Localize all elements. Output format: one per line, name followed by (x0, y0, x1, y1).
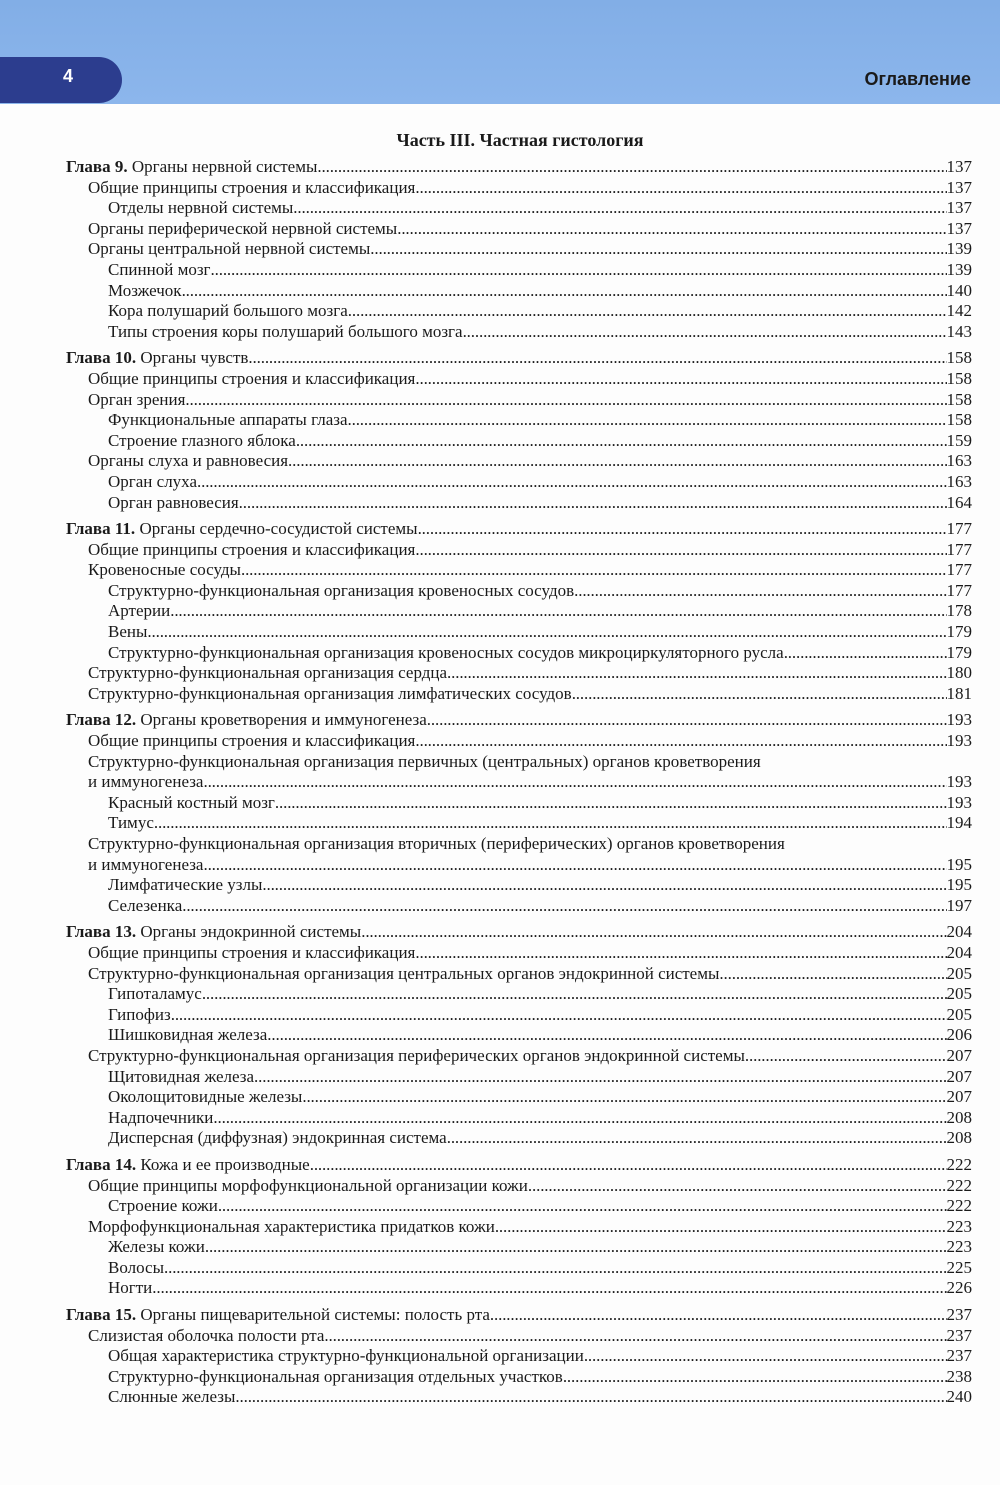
entry-title: Гипофиз (108, 1004, 171, 1024)
page-ref: 238 (946, 1366, 972, 1386)
part-title: Часть III. Частная гистология (396, 130, 644, 150)
page-ref: 177 (946, 580, 972, 600)
page-ref: 137 (946, 157, 972, 176)
page-ref: 193 (946, 731, 972, 751)
dot-leader (563, 1367, 947, 1388)
chapter-title: Глава 11. Органы сердечно-сосудистой системы (66, 519, 418, 539)
chapter-entry (66, 348, 972, 369)
chapter-entry (66, 519, 972, 540)
dot-leader (213, 1108, 946, 1129)
toc-entry (108, 1005, 972, 1026)
dot-leader (528, 1176, 947, 1197)
page-number-tab (0, 57, 122, 103)
page-ref: 204 (946, 942, 972, 962)
page-ref: 137 (946, 198, 972, 218)
page-ref: 193 (946, 710, 972, 730)
page-ref: 137 (946, 177, 972, 197)
entry-title: Органы периферической нервной системы (88, 218, 398, 238)
dot-leader (293, 198, 946, 219)
entry-title: Структурно-функциональная организация вторичных (периферических) органов кроветворения (88, 834, 785, 853)
chapter-label: Глава 12. (66, 710, 137, 730)
toc-entry (88, 451, 972, 472)
page-ref: 163 (946, 471, 972, 491)
dot-leader (348, 410, 947, 431)
toc-entry (88, 178, 972, 199)
entry-title: Структурно-функциональная организация первичных (центральных) органов кроветворения (88, 751, 761, 771)
entry-title: Вены (108, 622, 148, 642)
entry-title: Орган слуха (108, 471, 197, 491)
running-title: Оглавление (864, 69, 971, 89)
chapter-entry (66, 922, 972, 943)
entry-title: Железы кожи (108, 1237, 205, 1257)
dot-leader (239, 493, 947, 514)
entry-title: Общая характеристика структурно-функциональной организации (108, 1346, 584, 1366)
page-ref: 142 (946, 301, 972, 321)
entry-title: Селезенка (108, 895, 183, 915)
table-of-contents (0, 157, 1000, 1414)
page-ref: 205 (946, 984, 972, 1004)
toc-entry (108, 1025, 972, 1046)
toc-entry (108, 1108, 972, 1129)
dot-leader (572, 684, 947, 705)
chapter-entry (66, 1305, 972, 1326)
page-ref: 195 (946, 854, 972, 874)
page-ref: 178 (946, 601, 972, 621)
entry-title: Структурно-функциональная организация отдельных участков (108, 1366, 563, 1386)
chapter-block (0, 519, 1000, 704)
dot-leader (197, 472, 947, 493)
dot-leader (719, 964, 946, 985)
dot-leader (310, 1155, 947, 1176)
toc-entry (108, 643, 972, 664)
dot-leader (211, 260, 947, 281)
page-ref: 195 (946, 875, 972, 895)
chapter-title: Глава 10. Органы чувств (66, 348, 249, 368)
page-ref: 158 (946, 348, 972, 368)
toc-entry (88, 684, 972, 705)
page-ref: 197 (946, 895, 972, 915)
toc-entry (108, 281, 972, 302)
dot-leader (370, 239, 946, 260)
dot-leader (203, 772, 946, 793)
page-ref: 177 (946, 560, 972, 580)
dot-leader (235, 1387, 946, 1408)
chapter-label: Глава 11. (66, 519, 136, 539)
toc-entry (88, 663, 972, 684)
chapter-title: Глава 14. Кожа и ее производные (66, 1154, 310, 1174)
page-ref: 177 (946, 519, 972, 539)
entry-title: Структурно-функциональная организация сердца (88, 663, 448, 683)
dot-leader (218, 1196, 947, 1217)
toc-entry (108, 322, 972, 343)
entry-title: Общие принципы строения и классификация (88, 942, 416, 962)
entry-title: Строение глазного яблока (108, 430, 296, 450)
dot-leader (415, 943, 946, 964)
toc-entry (88, 560, 972, 581)
page-ref: 158 (946, 389, 972, 409)
toc-entry (108, 896, 972, 917)
dot-leader (254, 1067, 946, 1088)
chapter-label: Глава 9. (66, 157, 128, 176)
entry-title: Отделы нервной системы (108, 198, 294, 218)
chapter-title: Глава 9. Органы нервной системы (66, 157, 318, 176)
dot-leader (248, 348, 946, 369)
entry-title: Дисперсная (диффузная) эндокринная система (108, 1128, 447, 1148)
toc-entry (108, 260, 972, 281)
entry-title: Волосы (108, 1257, 164, 1277)
dot-leader (784, 643, 947, 664)
toc-entry (108, 1367, 972, 1388)
entry-title: Строение кожи (108, 1196, 218, 1216)
entry-title: Артерии (108, 601, 171, 621)
entry-title: Слизистая оболочка полости рта (88, 1325, 325, 1345)
entry-title: Структурно-функциональная организация периферических органов эндокринной системы (88, 1045, 745, 1065)
entry-title: Лимфатические узлы (108, 875, 263, 895)
page-ref: 177 (946, 539, 972, 559)
entry-title: Общие принципы строения и классификация (88, 368, 416, 388)
dot-leader (147, 622, 946, 643)
dot-leader (397, 219, 946, 240)
page-ref: 140 (946, 280, 972, 300)
page-ref: 222 (946, 1196, 972, 1216)
entry-title: Спинной мозг (108, 259, 211, 279)
chapter-title: Глава 13. Органы эндокринной системы (66, 922, 362, 942)
chapter-block (0, 348, 1000, 513)
page-ref: 139 (946, 259, 972, 279)
dot-leader (495, 1217, 947, 1238)
toc-entry (108, 1387, 972, 1408)
page-ref: 237 (946, 1305, 972, 1325)
dot-leader (203, 855, 946, 876)
chapter-entry (66, 1155, 972, 1176)
page-ref: 223 (946, 1216, 972, 1236)
toc-entry (108, 1196, 972, 1217)
dot-leader (415, 540, 946, 561)
toc-entry (88, 1176, 972, 1197)
dot-leader (302, 1087, 946, 1108)
page-ref: 208 (946, 1107, 972, 1127)
dot-leader (171, 1005, 947, 1026)
dot-leader (317, 157, 946, 178)
page-ref: 225 (946, 1257, 972, 1277)
dot-leader (185, 390, 946, 411)
entry-title: Красный костный мозг (108, 792, 275, 812)
toc-entry (108, 1237, 972, 1258)
page-ref: 181 (946, 683, 972, 703)
dot-leader (447, 1128, 947, 1149)
header-band (0, 0, 1000, 104)
toc-entry (88, 1046, 972, 1067)
chapter-title: Глава 15. Органы пищеварительной системы: полость рта (66, 1305, 490, 1325)
toc-entry (108, 1128, 972, 1149)
dot-leader (348, 301, 947, 322)
dot-leader (463, 322, 947, 343)
dot-leader (447, 663, 946, 684)
entry-title: Структурно-функциональная организация лимфатических сосудов (88, 683, 572, 703)
entry-title: Органы слуха и равновесия (88, 451, 289, 471)
entry-title: Околощитовидные железы (108, 1087, 303, 1107)
chapter-block (0, 922, 1000, 1149)
page-ref: 158 (946, 410, 972, 430)
dot-leader (296, 431, 947, 452)
toc-entry (108, 1346, 972, 1367)
chapter-block (0, 1155, 1000, 1299)
chapter-label: Глава 14. (66, 1154, 137, 1174)
page-ref: 204 (946, 922, 972, 942)
dot-leader (415, 178, 946, 199)
toc-entry (88, 239, 972, 260)
dot-leader (182, 281, 947, 302)
entry-title: Тимус (108, 813, 154, 833)
page-ref: 206 (946, 1025, 972, 1045)
dot-leader (324, 1326, 946, 1347)
page-ref: 207 (946, 1087, 972, 1107)
chapter-label: Глава 10. (66, 348, 137, 368)
toc-entry (108, 875, 972, 896)
entry-title: Структурно-функциональная организация кровеносных сосудов (108, 580, 575, 600)
page-ref: 164 (946, 492, 972, 512)
entry-title-continuation-row (88, 772, 972, 793)
entry-title: Мозжечок (108, 280, 182, 300)
entry-title: Общие принципы строения и классификация (88, 177, 416, 197)
page-ref: 222 (946, 1175, 972, 1195)
page-ref: 207 (946, 1066, 972, 1086)
page-ref: 208 (946, 1128, 972, 1148)
toc-entry (88, 964, 972, 985)
page-ref: 205 (946, 1004, 972, 1024)
chapter-block (0, 157, 1000, 342)
toc-entry (88, 390, 972, 411)
entry-title: Щитовидная железа (108, 1066, 255, 1086)
toc-entry (88, 540, 972, 561)
toc-entry (88, 731, 972, 752)
toc-entry (88, 1217, 972, 1238)
page-ref: 237 (946, 1346, 972, 1366)
entry-title: Надпочечники (108, 1107, 214, 1127)
toc-entry (108, 410, 972, 431)
page-ref: 159 (946, 430, 972, 450)
entry-title: Структурно-функциональная организация центральных органов эндокринной системы (88, 963, 720, 983)
chapter-label: Глава 15. (66, 1305, 137, 1325)
entry-title: Типы строения коры полушарий большого мозга (108, 321, 463, 341)
entry-title: Функциональные аппараты глаза (108, 410, 348, 430)
entry-title: Ногти (108, 1278, 153, 1298)
dot-leader (415, 731, 946, 752)
toc-entry (108, 472, 972, 493)
page-ref: 137 (946, 218, 972, 238)
chapter-block (0, 1305, 1000, 1408)
toc-entry (108, 1258, 972, 1279)
page-ref: 143 (946, 321, 972, 341)
dot-leader (182, 896, 946, 917)
dot-leader (202, 984, 947, 1005)
page-ref: 179 (946, 642, 972, 662)
toc-entry (108, 601, 972, 622)
entry-title: Слюнные железы (108, 1387, 236, 1407)
toc-entry (108, 1087, 972, 1108)
entry-title: Общие принципы строения и классификация (88, 731, 416, 751)
toc-entry (108, 301, 972, 322)
chapter-title: Глава 12. Органы кроветворения и иммуногенеза (66, 710, 427, 730)
toc-entry (0, 752, 972, 793)
entry-title: Органы центральной нервной системы (88, 239, 371, 259)
toc-entry (108, 1278, 972, 1299)
dot-leader (154, 813, 947, 834)
page-ref: 240 (946, 1387, 972, 1407)
page-ref: 205 (946, 963, 972, 983)
entry-title: Кора полушарий большого мозга (108, 301, 348, 321)
toc-entry (88, 219, 972, 240)
dot-leader (152, 1278, 946, 1299)
page-ref: 223 (946, 1237, 972, 1257)
entry-title: Шишковидная железа (108, 1025, 268, 1045)
dot-leader (574, 581, 946, 602)
entry-title: Морфофункциональная характеристика придатков кожи (88, 1216, 495, 1236)
dot-leader (262, 875, 946, 896)
toc-entry (0, 834, 972, 875)
chapter-label: Глава 13. (66, 922, 137, 942)
dot-leader (361, 922, 946, 943)
dot-leader (267, 1025, 946, 1046)
toc-entry (108, 984, 972, 1005)
entry-title: Структурно-функциональная организация кровеносных сосудов микроциркуляторного русла (108, 642, 784, 662)
entry-title: Орган зрения (88, 389, 186, 409)
page-ref: 158 (946, 368, 972, 388)
entry-title-continuation: и иммуногенеза (88, 772, 204, 792)
dot-leader (490, 1305, 947, 1326)
toc-entry (108, 581, 972, 602)
page-ref: 180 (946, 663, 972, 683)
dot-leader (275, 793, 947, 814)
toc-entry (108, 1067, 972, 1088)
toc-entry (108, 493, 972, 514)
dot-leader (164, 1258, 947, 1279)
page-ref: 193 (946, 792, 972, 812)
page-ref: 139 (946, 239, 972, 259)
dot-leader (415, 369, 946, 390)
toc-entry (108, 793, 972, 814)
dot-leader (205, 1237, 947, 1258)
entry-title: Общие принципы строения и классификация (88, 539, 416, 559)
page-ref: 207 (946, 1045, 972, 1065)
entry-title-continuation-row (88, 855, 972, 876)
page-ref: 193 (946, 772, 972, 792)
entry-title: Кровеносные сосуды (88, 560, 241, 580)
entry-title-continuation: и иммуногенеза (88, 854, 204, 874)
dot-leader (288, 451, 946, 472)
entry-title: Орган равновесия (108, 492, 239, 512)
chapter-block (0, 710, 1000, 916)
page-ref: 163 (946, 451, 972, 471)
dot-leader (241, 560, 947, 581)
entry-title: Общие принципы морфофункциональной организации кожи (88, 1175, 528, 1195)
dot-leader (418, 519, 947, 540)
toc-entry (108, 198, 972, 219)
toc-entry (108, 622, 972, 643)
toc-entry (108, 431, 972, 452)
dot-leader (745, 1046, 947, 1067)
dot-leader (427, 710, 947, 731)
toc-entry (88, 369, 972, 390)
chapter-entry (66, 710, 972, 731)
page-ref: 222 (946, 1154, 972, 1174)
toc-entry (88, 1326, 972, 1347)
chapter-entry (66, 157, 972, 178)
dot-leader (584, 1346, 947, 1367)
page-ref: 226 (946, 1278, 972, 1298)
entry-title: Гипоталамус (108, 984, 202, 1004)
page-number: 4 (63, 66, 74, 86)
dot-leader (170, 601, 946, 622)
page-ref: 237 (946, 1325, 972, 1345)
toc-entry (88, 943, 972, 964)
page-ref: 179 (946, 622, 972, 642)
toc-entry (108, 813, 972, 834)
page-ref: 194 (946, 813, 972, 833)
